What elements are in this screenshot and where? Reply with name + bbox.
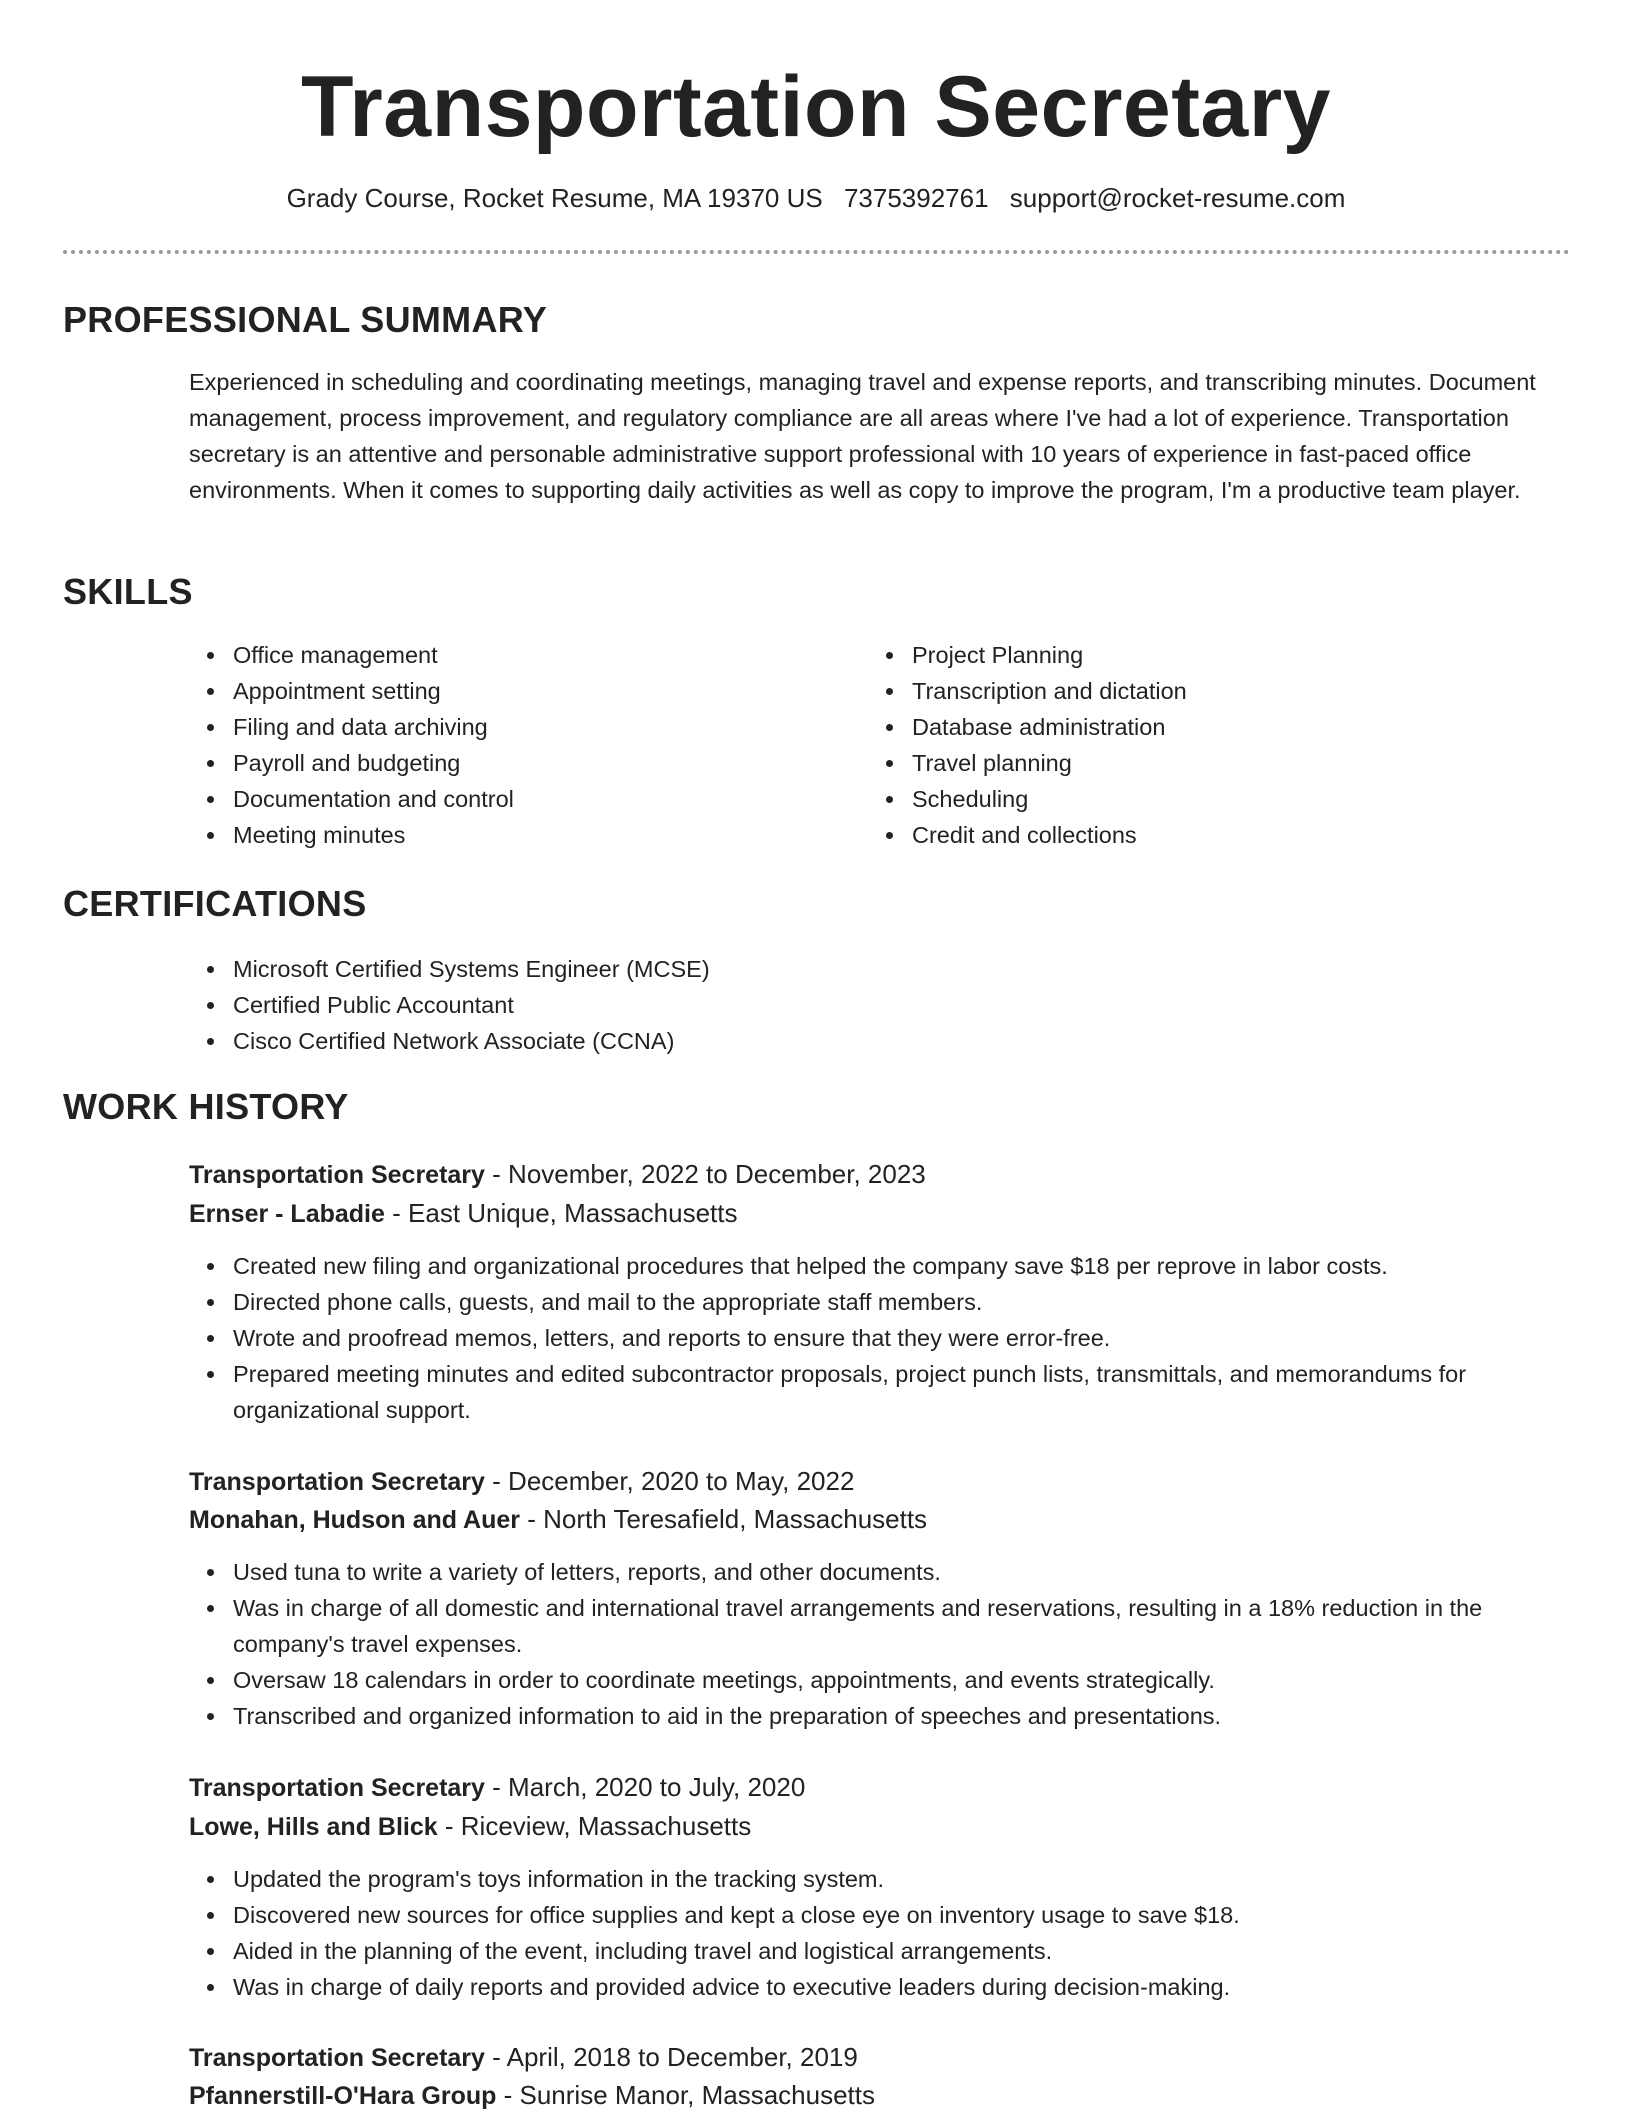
job-title-line — [189, 1155, 926, 1194]
job-company-line — [189, 1807, 751, 1846]
job-dates: - April, 2018 to December, 2019 — [484, 2042, 858, 2072]
skills-list-left — [189, 637, 829, 853]
skills-heading: SKILLS — [63, 571, 193, 612]
skill-item: Credit and collections — [868, 817, 1508, 853]
resume-title: Transportation Secretary — [300, 59, 1332, 155]
job-company-line — [189, 1500, 927, 1539]
contact-phone: 7375392761 — [843, 183, 989, 213]
job-location: - North Teresafield, Massachusetts — [520, 1504, 928, 1534]
job-title: Transportation Secretary — [189, 1774, 485, 1802]
contact-address: Grady Course, Rocket Resume, MA 19370 US — [286, 183, 823, 213]
job-bullet: Wrote and proofread memos, letters, and reports to ensure that they were error-free. — [189, 1320, 1569, 1356]
skills-list-right — [868, 637, 1508, 853]
job-bullet: Was in charge of all domestic and international travel arrangements and reservations, resulting in a 18% reduction in the company's travel expenses. — [189, 1590, 1569, 1662]
job-bullets — [189, 1861, 1569, 2005]
skill-item: Office management — [189, 637, 829, 673]
work-history-heading: WORK HISTORY — [63, 1086, 349, 1127]
certification-item: Microsoft Certified Systems Engineer (MCSE) — [189, 951, 1569, 987]
job-title: Transportation Secretary — [189, 1468, 485, 1496]
job-location: - Riceview, Massachusetts — [437, 1811, 752, 1841]
job-location: - East Unique, Massachusetts — [384, 1198, 738, 1228]
skill-item: Filing and data archiving — [189, 709, 829, 745]
job-bullet: Used tuna to write a variety of letters, reports, and other documents. — [189, 1554, 1569, 1590]
job-bullet: Oversaw 18 calendars in order to coordinate meetings, appointments, and events strategically. — [189, 1662, 1569, 1698]
skill-item: Scheduling — [868, 781, 1508, 817]
certification-item: Cisco Certified Network Associate (CCNA) — [189, 1023, 1569, 1059]
job-dates: - November, 2022 to December, 2023 — [484, 1159, 926, 1189]
job-dates: - December, 2020 to May, 2022 — [484, 1466, 855, 1496]
skill-item: Transcription and dictation — [868, 673, 1508, 709]
job-bullet: Prepared meeting minutes and edited subcontractor proposals, project punch lists, transmittals, and memorandums for organizational support. — [189, 1356, 1569, 1428]
skill-item: Appointment setting — [189, 673, 829, 709]
job-title: Transportation Secretary — [189, 1161, 485, 1189]
job-title-line — [189, 1768, 805, 1807]
job-company-line — [189, 2076, 875, 2112]
job-bullets — [189, 1248, 1569, 1428]
skill-item: Documentation and control — [189, 781, 829, 817]
job-bullet: Discovered new sources for office supplies and kept a close eye on inventory usage to save $18. — [189, 1897, 1569, 1933]
summary-heading: PROFESSIONAL SUMMARY — [63, 299, 548, 340]
job-location: - Sunrise Manor, Massachusetts — [496, 2080, 875, 2110]
job-company-line — [189, 1194, 738, 1233]
certifications-heading: CERTIFICATIONS — [63, 883, 367, 924]
header-divider — [63, 250, 1570, 254]
contact-email[interactable]: support@rocket-resume.com — [1009, 183, 1346, 213]
job-bullet: Was in charge of daily reports and provided advice to executive leaders during decision-making. — [189, 1969, 1569, 2005]
skill-item: Meeting minutes — [189, 817, 829, 853]
job-bullets — [189, 1554, 1569, 1734]
job-dates: - March, 2020 to July, 2020 — [484, 1772, 806, 1802]
job-title: Transportation Secretary — [189, 2044, 485, 2072]
job-title-line — [189, 1462, 854, 1501]
skill-item: Project Planning — [868, 637, 1508, 673]
job-company: Lowe, Hills and Blick — [189, 1813, 438, 1841]
job-company: Monahan, Hudson and Auer — [189, 1506, 521, 1534]
skill-item: Payroll and budgeting — [189, 745, 829, 781]
skill-item: Database administration — [868, 709, 1508, 745]
certification-item: Certified Public Accountant — [189, 987, 1569, 1023]
job-bullet: Transcribed and organized information to aid in the preparation of speeches and presentations. — [189, 1698, 1569, 1734]
job-bullet: Aided in the planning of the event, including travel and logistical arrangements. — [189, 1933, 1569, 1969]
contact-line — [0, 180, 1632, 216]
skill-item: Travel planning — [868, 745, 1508, 781]
job-bullet: Created new filing and organizational procedures that helped the company save $18 per reprove in labor costs. — [189, 1248, 1569, 1284]
job-company: Ernser - Labadie — [189, 1200, 385, 1228]
summary-text: Experienced in scheduling and coordinating meetings, managing travel and expense reports, and transcribing minutes. Document management, process improvement, and regulatory compliance are all areas where I've had a lot of experience. Transportation secretary is an attentive and personable administrative support professional with 10 years of experience in fast-paced office environments. When it comes to supporting daily activities as well as copy to improve the program, I'm a productive team player. — [189, 369, 1536, 503]
certifications-list — [189, 951, 1569, 1059]
job-bullet: Directed phone calls, guests, and mail to the appropriate staff members. — [189, 1284, 1569, 1320]
job-company: Pfannerstill-O'Hara Group — [189, 2082, 497, 2110]
job-title-line — [189, 2038, 858, 2077]
job-bullet: Updated the program's toys information in the tracking system. — [189, 1861, 1569, 1897]
